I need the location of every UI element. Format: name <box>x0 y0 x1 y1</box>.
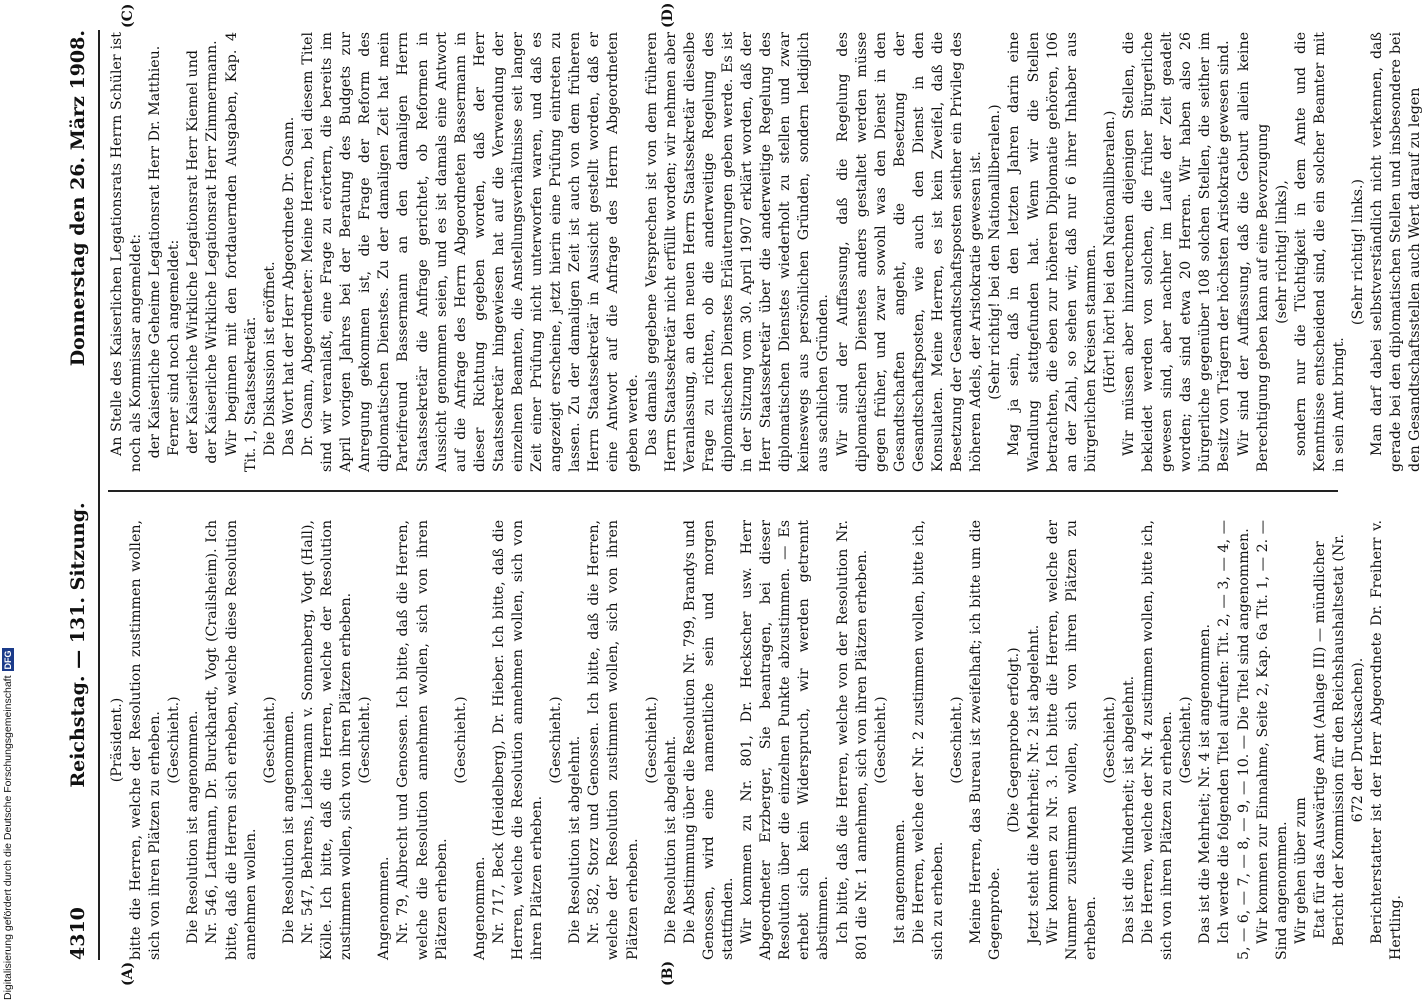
paragraph: Dr. Osann, Abgeordneter: Meine Herren, bei diesem Titel sind wir veranlaßt, eine Frage zu erörtern, die bereits im April vorigen Jahres bei der Beratung des Budgets zur Anregung gekommen ist, die Frage der Reform des diplomatischen Dienstes. Zu der damaligen Zeit hat mein Parteifreund Bassermann an den damaligen Herrn Staatssekretär die Anfrage gerichtet, ob Reformen in Aussicht genommen seien, und es ist damals eine Antwort auf die Anfrage des Herrn Abgeordneten Bassermann in dieser Richtung gegeben worden, daß der Herr Staatssekretär hingewiesen hat auf die Verwendung der einzelnen Beamten, die Anstellungsverhältnisse seit langer Zeit einer Prüfung nicht unterworfen waren, und daß es angezeigt erscheine, jetzt hierin eine Prüfung eintreten zu lassen. Zu der damaligen Zeit ist auch von dem früheren Herrn Staatssekretär in Aussicht gestellt worden, daß er eine Antwort auf die Anfrage des Herrn Abgeordneten geben werde. <box>299 32 641 472</box>
margin-letter-a: (A) <box>120 961 136 986</box>
paragraph: (Geschieht.) <box>949 696 966 784</box>
page-date: Donnerstag den 26. März 1908. <box>67 30 89 367</box>
paragraph: der Kaiserliche Geheime Legationsrat Herr Dr. Matthieu. <box>147 45 164 459</box>
paragraph: Berichterstatter ist der Herr Abgeordnete Dr. Freiherr v. Hertling. <box>1369 520 1405 960</box>
paragraph: Nr. 547, Behrens, Liebermann v. Sonnenberg, Vogt (Hall), Kölle. Ich bitte, daß die Herren, welche der Resolution zustimmen wollen, sich von ihren Plätzen erheben. <box>299 520 355 960</box>
margin-letter-c: (C) <box>120 3 136 28</box>
paragraph: Wir gehen über zum <box>1292 797 1309 944</box>
paragraph: Die Resolution ist abgelehnt. <box>662 735 679 944</box>
paragraph: Ich werde die folgenden Titel aufrufen: Tit. 2, — 3, — 4, — 5, — 6, — 7, — 8, — 9, — 10. — Die Titel sind angenommen. <box>1216 520 1252 960</box>
footer-note <box>2 0 22 1000</box>
paragraph: Mag ja sein, daß in den letzten Jahren darin eine Wandlung stattgefunden hat. Wenn wir die Stellen betrachten, die eben zur höheren Diplomatie gehören, 106 an der Zahl, so sehen wir, daß nur 6 ihrer Inhaber aus bürgerlichen Kreisen stammen. <box>1006 32 1099 472</box>
paragraph: Das ist die Minderheit; ist abgelehnt. <box>1120 675 1137 944</box>
paragraph: (Geschieht.) <box>357 696 374 784</box>
left-column <box>108 520 1405 960</box>
paragraph: (Geschieht.) <box>1101 696 1118 784</box>
paragraph: Wir kommen zu Nr. 801, Dr. Heckscher usw. Herr Abgeordneter Erzberger, Sie beantragen, bei dieser Resolution über die einzelnen Punkte abzustimmen. — Es erhebt sich kein Widerspruch, wir werden getrennt abstimmen. <box>739 520 832 960</box>
paragraph: Nr. 79, Albrecht und Genossen. Ich bitte, daß die Herren, welche die Resolution annehmen wollen, sich von ihren Plätzen erheben. <box>395 520 450 960</box>
paragraph: Nr. 546, Lattmann, Dr. Burckhardt, Vogt (Crailsheim). Ich bitte, daß die Herren sich erheben, welche diese Resolution annehmen wollen. <box>204 520 259 960</box>
paragraph: Wir kommen zu Nr. 3. Ich bitte die Herren, welche der Nummer zustimmen wollen, sich von ihren Plätzen zu erheben. <box>1044 520 1099 960</box>
paragraph: Ist angenommen. <box>891 819 908 944</box>
paragraph: (Geschieht.) <box>643 696 660 784</box>
page-header <box>60 30 96 960</box>
paragraph: An Stelle des Kaiserlichen Legationsrats Herrn Schüler ist noch als Kommissar angemeldet: <box>109 32 145 472</box>
paragraph: Das Wort hat der Herr Abgeordnete Dr. Osann. <box>280 116 297 456</box>
paragraph: Etat für das Auswärtige Amt (Anlage III) — mündlicher Bericht der Kommission für den Reichshaushaltsetat (Nr. 672 der Drucksachen). <box>1311 533 1367 947</box>
paragraph: (Geschieht.) <box>548 696 565 784</box>
margin-letter-d: (D) <box>660 2 676 28</box>
paragraph: der Kaiserliche Wirkliche Legationsrat Herr Kiemel und <box>185 50 202 454</box>
paragraph: Angenommen. <box>471 856 488 960</box>
paragraph: Wir sind der Auffassung, daß die Geburt allein keine Berechtigung geben kann auf eine Bevorzugung <box>1235 32 1271 472</box>
paragraph: Meine Herren, das Bureau ist zweifelhaft; ich bitte um die Gegenprobe. <box>968 520 1004 960</box>
paragraph: (Präsident.) <box>109 697 125 783</box>
paragraph: Wir beginnen mit den fortdauernden Ausgaben, Kap. 4 Tit. 1, Staatssekretär. <box>223 32 259 472</box>
paragraph: (Die Gegenprobe erfolgt.) <box>1006 647 1023 833</box>
paragraph: (Geschieht.) <box>166 696 183 784</box>
paragraph: Das ist die Mehrheit; Nr. 4 ist angenommen. <box>1197 623 1214 944</box>
paragraph: sondern nur die Tüchtigkeit in dem Amte und die Kenntnisse entscheidend sind, die ein solcher Beamter mit in sein Amt bringt. <box>1292 32 1347 472</box>
paragraph: (Geschieht.) <box>261 696 278 784</box>
paragraph: Die Diskussion ist eröffnet. <box>261 261 278 456</box>
paragraph: Angenommen. <box>376 856 393 960</box>
paragraph: Das damals gegebene Versprechen ist von dem früheren Herrn Staatssekretär nicht erfüllt worden; wir nehmen aber Veranlassung, an den neuen Herrn Staatssekretär dieselbe Frage zu richten, ob die anderweitige Regelung des diplomatischen Dienstes Erläuterungen geben werde. Es ist in der Sitzung vom 30. April 1907 erklärt worden, daß der Herr Staatssekretär über die anderweitige Regelung des diplomatischen Dienstes wiederholt zu stellen und zwar keineswegs aus persönlichen Gründen, sondern lediglich aus sachlichen Gründen. <box>643 32 832 472</box>
margin-letter-b: (B) <box>660 960 676 986</box>
footer-text: Digitalisierung gefördert durch die Deutsche Forschungsgemeinschaft <box>2 675 14 1000</box>
header-rule <box>98 30 100 960</box>
paragraph: Die Herren, welche der Nr. 4 zustimmen wollen, bitte ich, sich von ihren Plätzen zu erheben. <box>1140 520 1176 960</box>
paragraph: (sehr richtig! links), <box>1273 180 1290 324</box>
paragraph: Wir sind der Auffassung, daß die Regelung des diplomatischen Dienstes anders gestaltet werden müsse gegen früher, und zwar sowohl was den Dienst in den Gesandtschaften angeht, die Besetzung der Gesandtschaftsposten, wie auch den Dienst in den Konsulaten. Meine Herren, es ist kein Zweifel, daß die Besetzung der Gesandtschaftsposten seither ein Privileg des höheren Adels, der Aristokratie gewesen ist. <box>834 32 985 472</box>
paragraph: (Hört! hört! bei den Nationalliberalen.) <box>1101 110 1118 394</box>
paragraph: Nr. 717, Beck (Heidelberg), Dr. Hieber. Ich bitte, daß die Herren, welche die Resolution annehmen wollen, sich von ihren Plätzen erheben. <box>490 520 546 960</box>
dfg-logo: DFG <box>3 650 13 670</box>
paragraph: der Kaiserliche Wirkliche Legationsrat Herr Zimmermann. <box>204 40 221 464</box>
paragraph: Jetzt steht die Mehrheit; Nr. 2 ist abgelehnt. <box>1025 624 1042 944</box>
right-column <box>108 32 1424 472</box>
paragraph: (Sehr richtig! bei den Nationalliberalen.) <box>987 104 1004 400</box>
paragraph: Nr. 582, Storz und Genossen. Ich bitte, daß die Herren, welche der Resolution zustimmen wollen, sich von ihren Plätzen erheben. <box>586 520 641 960</box>
paragraph: (Geschieht.) <box>1178 696 1195 784</box>
paragraph: Ferner sind noch angemeldet: <box>166 239 183 456</box>
paragraph: (Geschieht.) <box>452 696 469 784</box>
paragraph: bitte die Herren, welche der Resolution zustimmen wollen, sich von ihren Plätzen zu erheben. <box>128 520 164 960</box>
page-number: 4310 <box>67 907 89 960</box>
paragraph: (Sehr richtig! links.) <box>1350 178 1367 326</box>
paragraph: Die Abstimmung über die Resolution Nr. 799, Brandys und Genossen, wird eine namentliche sein und morgen stattfinden. <box>681 520 736 960</box>
paragraph: Wir kommen zur Einnahme, Seite 2, Kap. 6a Tit. 1, — 2. — Sind angenommen. <box>1254 520 1290 960</box>
paragraph: Die Herren, welche der Nr. 2 zustimmen wollen, bitte ich, sich zu erheben. <box>910 520 947 960</box>
page-title: Reichstag. — 131. Sitzung. <box>67 502 89 788</box>
paragraph: Die Resolution ist abgelehnt. <box>567 735 584 944</box>
paragraph: Ich bitte, daß die Herren, welche von der Resolution Nr. 801 die Nr. 1 annehmen, sich von ihren Plätzen erheben. <box>834 520 870 960</box>
column-divider <box>108 490 1338 492</box>
paragraph: Man darf dabei selbstverständlich nicht verkennen, daß gerade bei den diplomatischen Stellen und insbesondere bei den Gesandtschaftsstellen auch Wert darauf zu legen <box>1369 32 1424 472</box>
paragraph: Wir müssen aber hinzurechnen diejenigen Stellen, die bekleidet werden von solchen, die früher Bürgerliche gewesen sind, aber nachher im Laufe der Zeit geadelt worden; das sind etwa 20 Herren. Wir haben also 26 bürgerliche gegenüber 108 solchen Stellen, die seither im Besitz von Trägern der höchsten Aristokratie gewesen sind. <box>1120 32 1233 472</box>
paragraph: Die Resolution ist angenommen. <box>280 710 297 944</box>
paragraph: (Geschieht.) <box>872 696 889 784</box>
paragraph: Die Resolution ist angenommen. <box>185 710 202 944</box>
